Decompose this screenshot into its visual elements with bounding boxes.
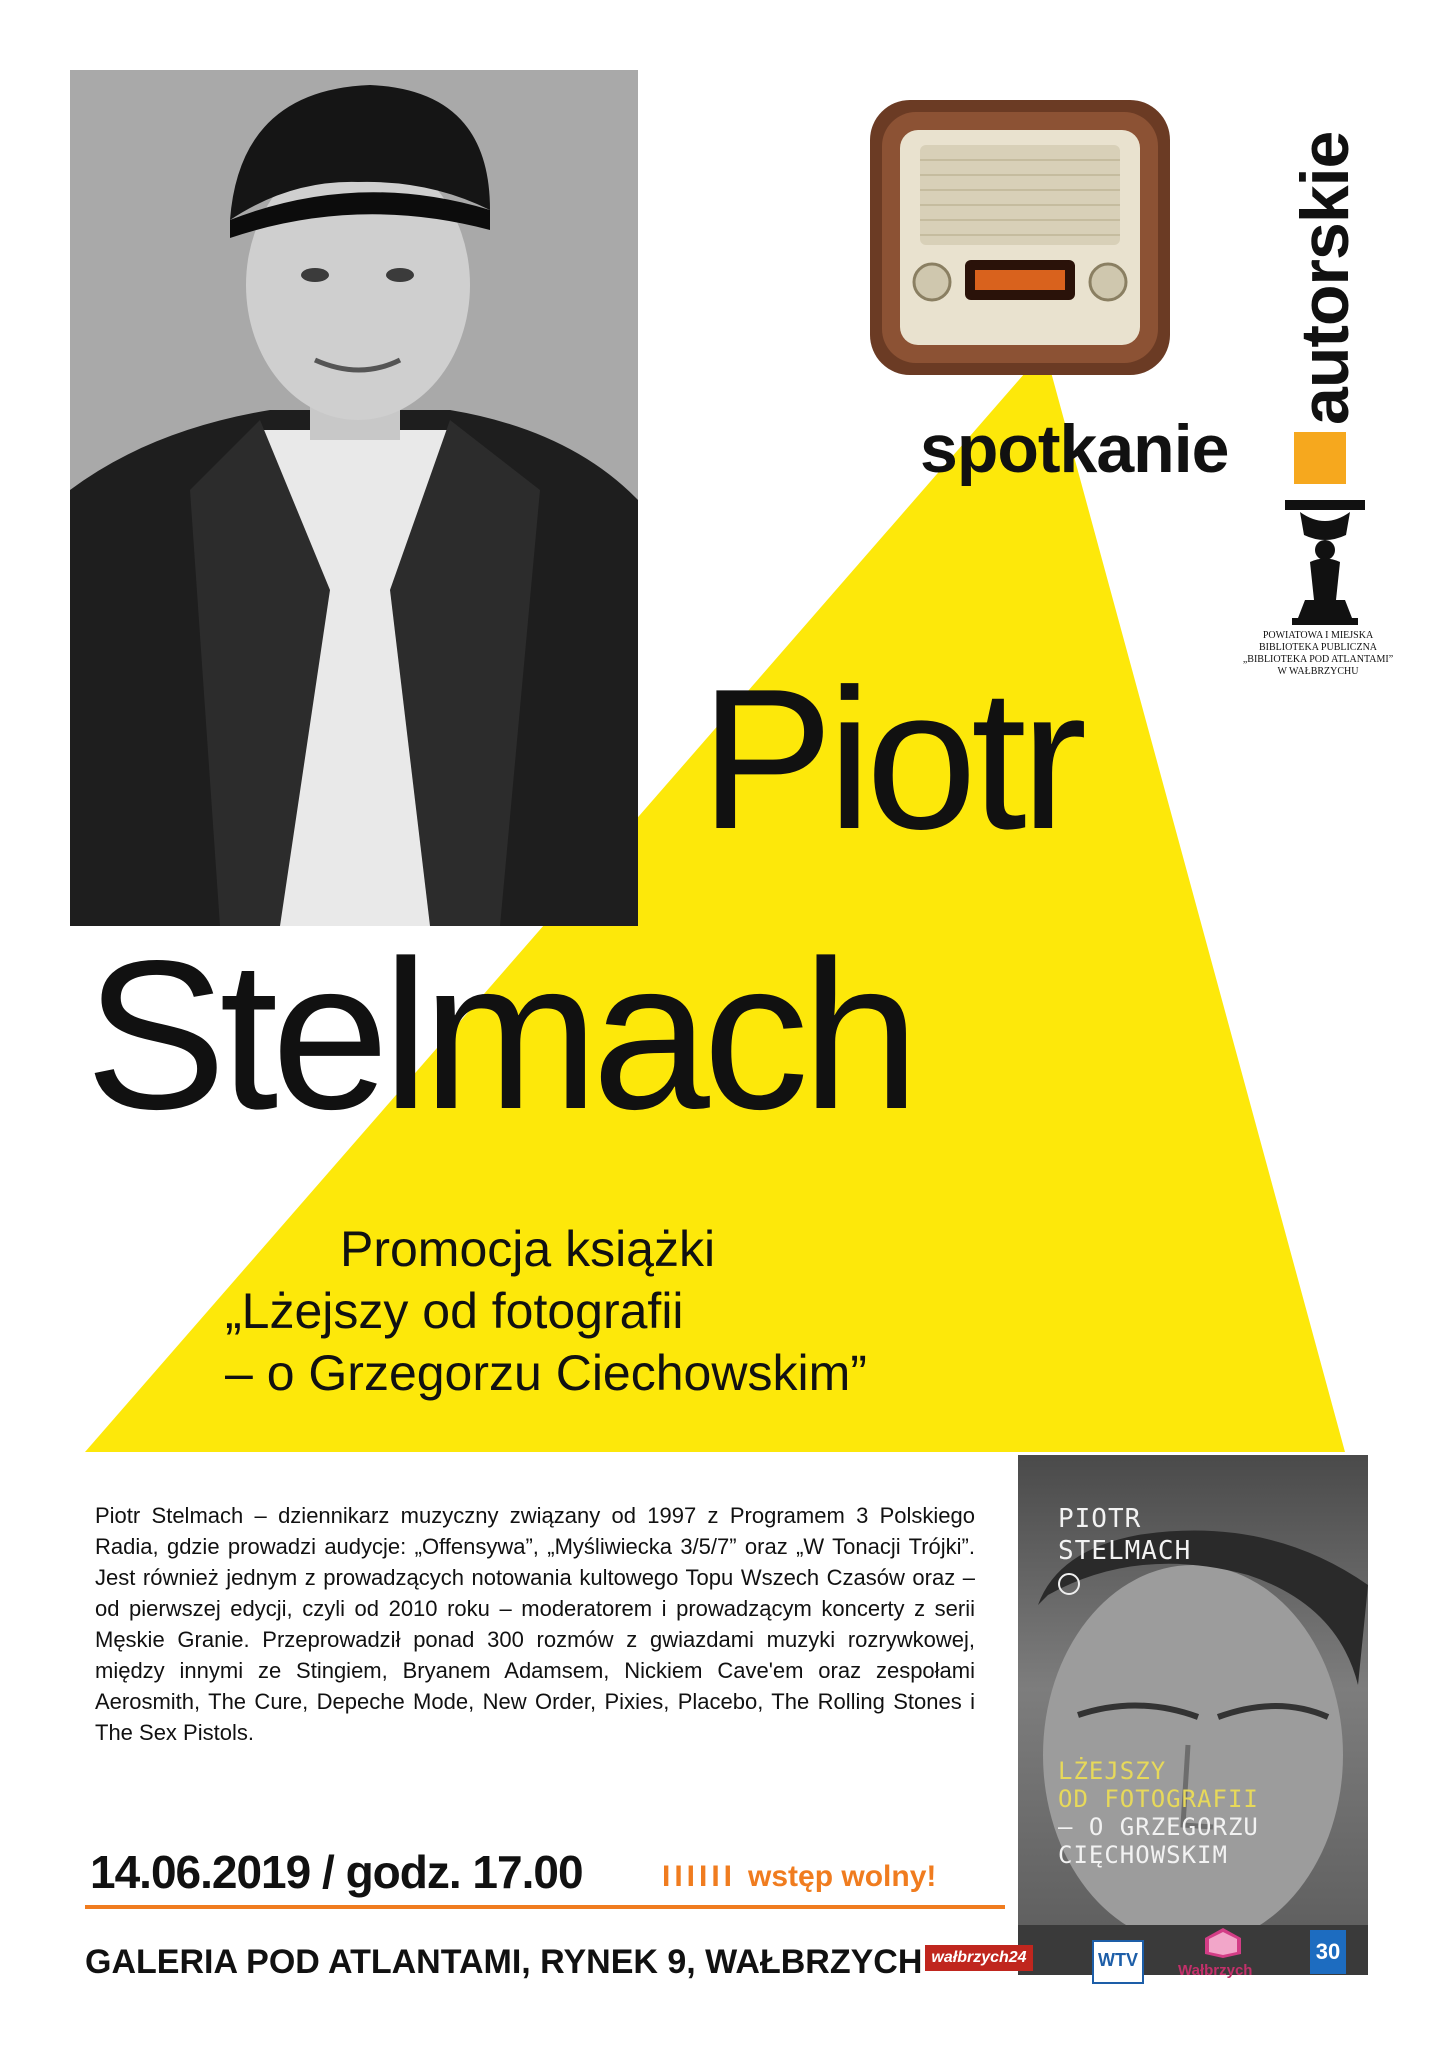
free-entry-label: wstęp wolny! xyxy=(748,1860,937,1893)
free-entry-marks: IIIIII xyxy=(662,1860,737,1893)
30-minut-logo: 30 xyxy=(1310,1930,1346,1974)
autorskie-vertical-wrap xyxy=(1287,60,1363,425)
book-title-line: OD FOTOGRAFII xyxy=(1058,1785,1259,1813)
event-venue: GALERIA POD ATLANTAMI, RYNEK 9, WAŁBRZYCH xyxy=(85,1943,923,1981)
author-bio: Piotr Stelmach – dziennikarz muzyczny związany od 1997 z Programem 3 Polskiego Radia, gdzie prowadzi audycje: „Offensywa”, „Myśliwiecka 3/5/7” oraz „W Tonacji Trójki”. Jest również jednym z prowadzących notowania kultowego Topu Wszech Czasów oraz – od pierwszej edycji, czyli od 2010 roku – moderatorem i prowadzącym koncerty z serii Męskie Granie. Przeprowadził ponad 300 rozmów z gwiazdami muzyki rozrywkowej, między innymi ze Stingiem, Bryanem Adamsem, Nickiem Cave'em oraz zespołami Aerosmith, The Cure, Depeche Mode, New Order, Pixies, Placebo, The Rolling Stones i The Sex Pistols. xyxy=(95,1503,975,1745)
author-first-name: Piotr xyxy=(700,648,1082,871)
book-author-line: STELMACH xyxy=(1058,1536,1192,1566)
promo-line-1: Promocja książki xyxy=(340,1221,716,1277)
vintage-radio-image xyxy=(870,100,1170,375)
library-line: W WAŁBRZYCHU xyxy=(1277,666,1359,677)
promo-line-3: – o Grzegorzu Ciechowskim” xyxy=(225,1345,867,1401)
library-atlas-logo xyxy=(1270,500,1380,625)
book-author xyxy=(1058,1503,1191,1567)
spotkanie-label: spotkanie xyxy=(920,411,1229,487)
book-title-line: – O GRZEGORZU xyxy=(1058,1813,1259,1841)
publisher-icon xyxy=(1058,1573,1080,1595)
orange-square xyxy=(1294,432,1346,484)
orange-divider xyxy=(85,1905,1005,1909)
library-line: „BIBLIOTEKA POD ATLANTAMI” xyxy=(1242,654,1394,665)
book-cover xyxy=(1018,1455,1368,1975)
book-author-line: PIOTR xyxy=(1058,1504,1142,1534)
library-line: BIBLIOTEKA PUBLICZNA xyxy=(1258,642,1378,653)
walbrzych24-logo: wałbrzych24 xyxy=(925,1945,1033,1971)
author-last-name: Stelmach xyxy=(85,916,913,1153)
walbrzych-city-logo: Wałbrzych xyxy=(1178,1962,1253,1979)
event-date-time: 14.06.2019 / godz. 17.00 xyxy=(90,1846,583,1898)
book-promotion xyxy=(225,1218,1125,1404)
author-photo xyxy=(70,70,638,926)
book-title-line: CIĘCHOWSKIM xyxy=(1058,1841,1228,1869)
wtv-logo: WTV xyxy=(1092,1940,1144,1984)
book-title-rest xyxy=(1058,1785,1259,1869)
promo-line-2: „Lżejszy od fotografii xyxy=(225,1283,684,1339)
autorskie-label: autorskie xyxy=(1287,131,1363,425)
book-title-line: LŻEJSZY xyxy=(1058,1757,1167,1785)
library-name xyxy=(1218,630,1418,678)
free-entry xyxy=(662,1860,936,1894)
library-line: POWIATOWA I MIEJSKA xyxy=(1262,630,1374,641)
walbrzych-city-icon xyxy=(1205,1928,1241,1958)
